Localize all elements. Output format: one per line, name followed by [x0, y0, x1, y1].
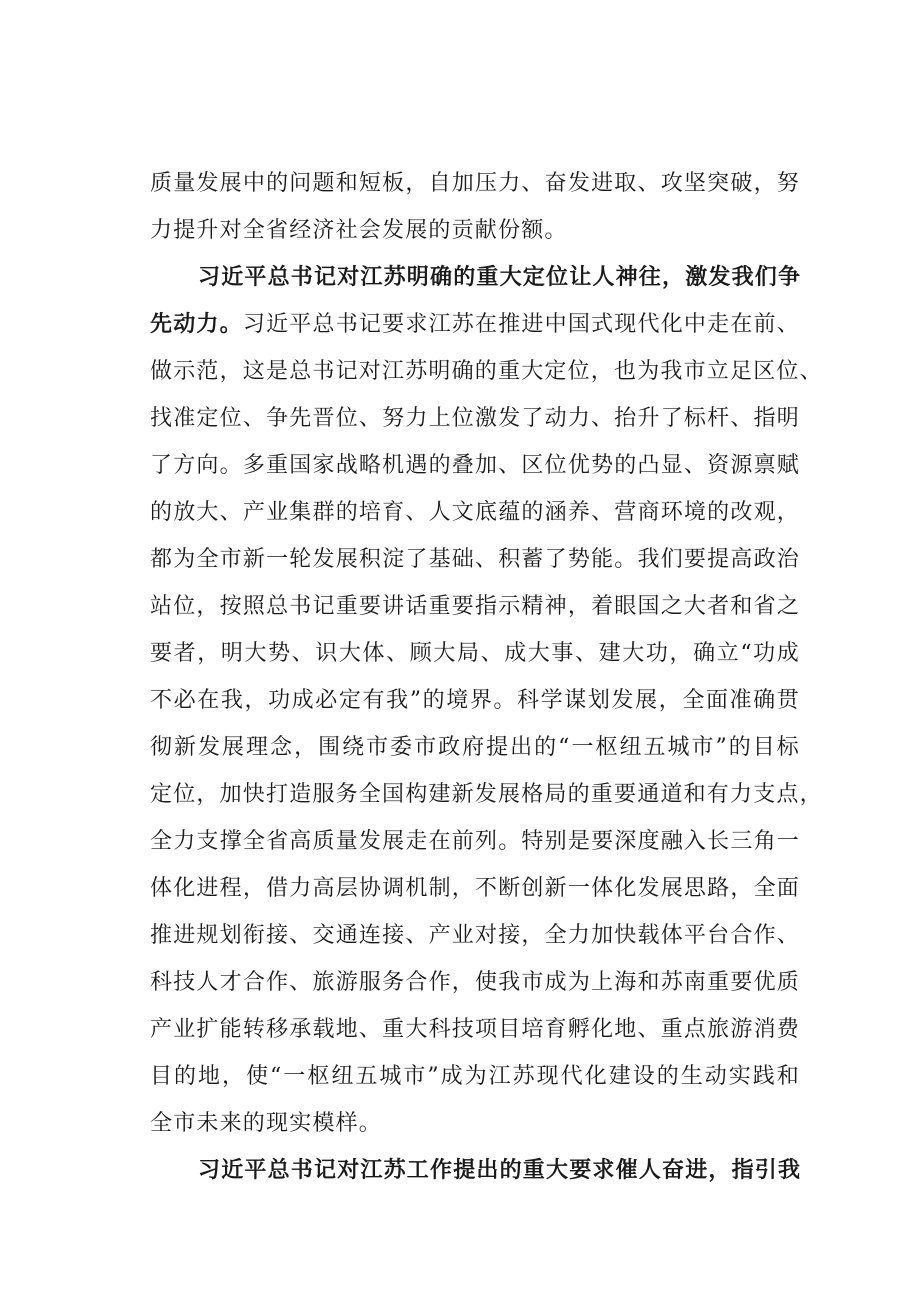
text-line: 体化进程，借力高层协调机制，不断创新一体化发展思路，全面 [150, 876, 800, 901]
text-line: 推进规划衔接、交通连接、产业对接，全力加快载体平台合作、 [150, 923, 800, 948]
text-line: 质量发展中的问题和短板，自加压力、奋发进取、攻坚突破，努 [150, 171, 800, 196]
text-line: 彻新发展理念，围绕市委市政府提出的“一枢纽五城市”的目标 [150, 735, 800, 760]
text-line: 定位，加快打造服务全国构建新发展格局的重要通道和有力支点， [150, 782, 823, 807]
bold-lead-text: 习近平总书记对江苏工作提出的重大要求催人奋进，指引我 [198, 1157, 802, 1183]
bold-lead-text: 先动力。 [150, 311, 243, 337]
text-line: 科技人才合作、旅游服务合作，使我市成为上海和苏南重要优质 [150, 970, 800, 995]
paragraph-heading-line [150, 254, 800, 301]
text-line: 全市未来的现实模样。 [150, 1111, 383, 1136]
bold-lead-text: 习近平总书记对江苏明确的重大定位让人神往，激发我们争 [198, 264, 802, 290]
text-line: 全力支撑全省高质量发展走在前列。特别是要深度融入长三角一 [150, 829, 800, 854]
text-line: 的放大、产业集群的培育、人文底蕴的涵养、营商环境的改观， [150, 500, 800, 525]
text-line: 要者，明大势、识大体、顾大局、成大事、建大功，确立“功成 [150, 641, 800, 666]
text-line: 不必在我，功成必定有我”的境界。科学谋划发展，全面准确贯 [150, 688, 800, 713]
text-line: 产业扩能转移承载地、重大科技项目培育孵化地、重点旅游消费 [150, 1017, 800, 1042]
paragraph-heading-line [150, 1147, 800, 1194]
text-line: 目的地，使“一枢纽五城市”成为江苏现代化建设的生动实践和 [150, 1064, 800, 1089]
text-line: 力提升对全省经济社会发展的贡献份额。 [150, 218, 568, 243]
text-line: 先动力。习近平总书记要求江苏在推进中国式现代化中走在前、 [150, 311, 800, 337]
text-line: 了方向。多重国家战略机遇的叠加、区位优势的凸显、资源禀赋 [150, 453, 800, 478]
text-line: 做示范，这是总书记对江苏明确的重大定位，也为我市立足区位、 [150, 359, 823, 384]
text-line: 找准定位、争先晋位、努力上位激发了动力、抬升了标杆、指明 [150, 406, 800, 431]
text-line: 站位，按照总书记重要讲话重要指示精神，着眼国之大者和省之 [150, 594, 800, 619]
text-line: 都为全市新一轮发展积淀了基础、积蓄了势能。我们要提高政治 [150, 547, 800, 572]
body-text [150, 160, 823, 1194]
